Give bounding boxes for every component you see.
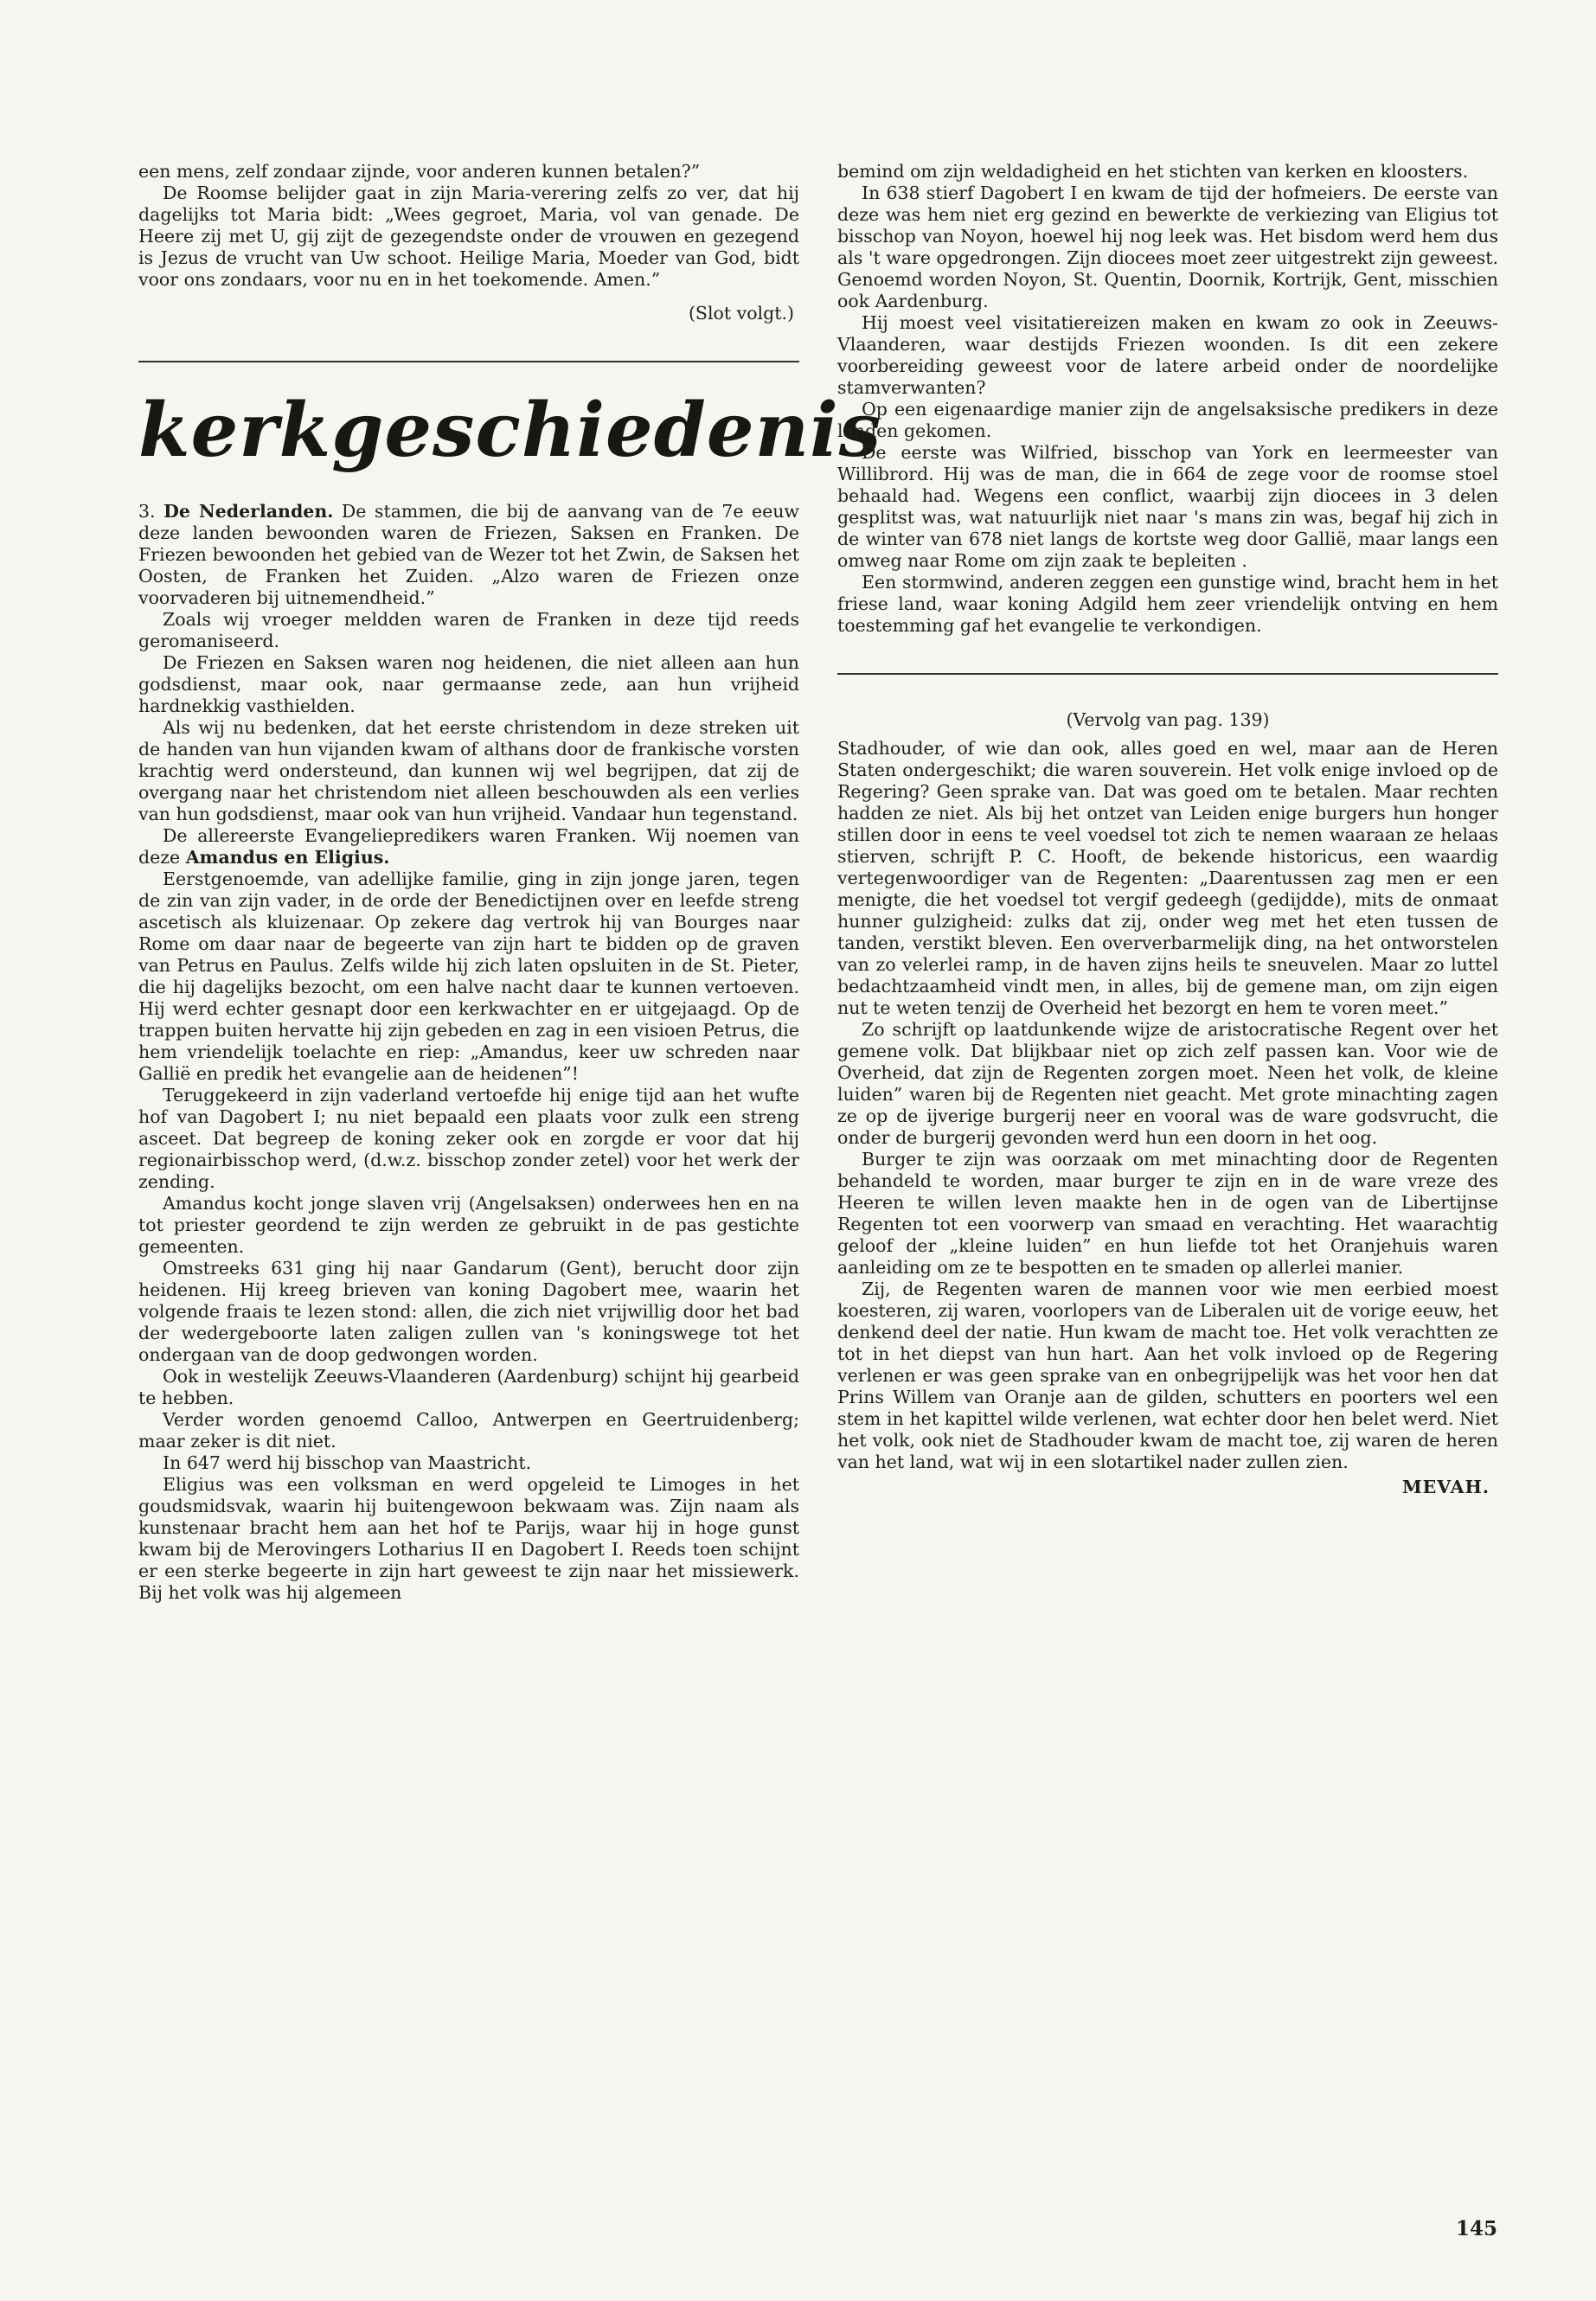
body-paragraph: Eerstgenoemde, van adellijke familie, ging in zijn jonge jaren, tegen de zin van zijn vader, in de orde der Benedictijnen over en leefde streng ascetisch als kluizenaar. Op zekere dag vertrok hij van Bourges naar Rome om daar naar de begeerte van zijn hart te bidden op de graven van Petrus en Paulus. Zelfs wilde hij zich laten opsluiten in de St. Pieter, die hij dagelijks bezocht, om een halve nacht daar te kunnen vertoeven. Hij werd echter gesnapt door een kerkwachter en er uitgejaagd. Op de trappen buiten hervatte hij zijn gebeden en zag in een visioen Petrus, die hem vriendelijk toelachte en riep: „Amandus, keer uw schreden naar Gallië en predik het evangelie aan de heidenen”! [138, 868, 799, 1085]
body-paragraph: In 647 werd hij bisschop van Maastricht. [163, 1452, 532, 1474]
names-amandus-eligius: Amandus en Eligius. [185, 847, 390, 868]
section-number: 3. [138, 501, 164, 522]
body-paragraph: De eerste was Wilfried, bisschop van York en leermeester van Willibrord. Hij was de man, die in 664 de zege voor de roomse stoel behaald had. Wegens een conflict, waarbij zijn diocees in 3 delen gesplitst was, wat natuurlijk niet naar 's mans zin was, begaf hij zich in de winter van 678 niet langs de kortste weg door Gallië, maar langs een omweg naar Rome om zijn zaak te bepleiten . [837, 442, 1498, 571]
paragraph-text: De allereerste Evangeliepredikers waren Franken. Wij noemen van deze [138, 825, 799, 868]
body-paragraph: Op een eigenaardige manier zijn de angelsaksische predikers in deze landen gekomen. [837, 399, 1498, 441]
author-signature: MEVAH. [1401, 1477, 1490, 1497]
left-column [138, 161, 882, 1604]
article-heading-kerkgeschiedenis: kerkgeschiedenis [138, 387, 882, 474]
body-paragraph: Eligius was een volksman en werd opgeleid te Limoges in het goudsmidsvak, waarin hij buitengewoon bekwaam was. Zijn naam als kunstenaar bracht hem aan het hof te Parijs, waar hij in hoge gunst kwam bij de Merovingers Lotharius II en Dagobert I. Reeds toen schijnt er een sterke begeerte in zijn hart geweest te zijn naar het missiewerk. Bij het volk was hij algemeen [138, 1474, 799, 1604]
body-paragraph: Burger te zijn was oorzaak om met minachting door de Regenten behandeld te worden, maar burger te zijn en in de ware vreze des Heeren te willen leven maakte hen in de ogen van de Libertijnse Regenten tot een voorwerp van smaad en verachting. Het waarachtig geloof der „kleine luiden” en hun liefde tot het Oranjehuis waren aanleiding om ze te bespotten en te smaden op allerlei manier. [837, 1149, 1498, 1278]
body-paragraph: een mens, zelf zondaar zijnde, voor anderen kunnen betalen?” [138, 161, 701, 182]
body-paragraph: Verder worden genoemd Calloo, Antwerpen en Geertruidenberg; maar zeker is dit niet. [138, 1409, 799, 1452]
body-paragraph: Zij, de Regenten waren de mannen voor wie men eerbied moest koesteren, zij waren, voorlopers van de Liberalen uit de vorige eeuw, het denkend deel der natie. Hun kwam de macht toe. Het volk verachtten ze tot in het diepst van hun hart. Aan het volk invloed op de Regering verlenen er was geen sprake van en onbegrijpelijk was het voor hen dat Prins Willem van Oranje aan de gilden, schutters en poorters wel een stem in het kapittel wilde verlenen, wat echter door hen belet werd. Niet het volk, ook niet de Stadhouder kwam de macht toe, zij waren de heren van het land, wat wij in een slotartikel nader zullen zien. [837, 1279, 1498, 1472]
body-paragraph: Amandus kocht jonge slaven vrij (Angelsaksen) onderwees hen en na tot priester geordend te zijn werden ze gebruikt in de pas gestichte gemeenten. [138, 1193, 799, 1258]
body-paragraph: Omstreeks 631 ging hij naar Gandarum (Gent), berucht door zijn heidenen. Hij kreeg brieven van koning Dagobert mee, waarin het volgende fraais te lezen stond: allen, die zich niet vrijwillig door het bad der wedergeboorte laten zaligen zullen van 's koningswege tot het ondergaan van de doop gedwongen worden. [138, 1258, 799, 1366]
body-paragraph: Teruggekeerd in zijn vaderland vertoefde hij enige tijd aan het wufte hof van Dagobert I; nu niet bepaald een plaats voor zulk een streng asceet. Dat begreep de koning zeker ook en zorgde er voor dat hij regionairbisschop werd, (d.w.z. bisschop zonder zetel) voor het werk der zending. [138, 1085, 799, 1193]
body-paragraph: De Friezen en Saksen waren nog heidenen, die niet alleen aan hun godsdienst, maar ook, naar germaanse zede, aan hun vrijheid hardnekkig vasthielden. [138, 652, 799, 717]
body-paragraph [138, 825, 799, 868]
slot-volgt-note: (Slot volgt.) [688, 303, 794, 324]
body-paragraph: De Roomse belijder gaat in zijn Maria-verering zelfs zo ver, dat hij dagelijks tot Maria bidt: „Wees gegroet, Maria, vol van genade. De Heere zij met U, gij zijt de gezegendste onder de vrouwen en gezegend is Jezus de vrucht van Uw schoot. Heilige Maria, Moeder van God, bidt voor ons zondaars, voor nu en in het toekomende. Amen.” [138, 183, 799, 290]
body-paragraph: Ook in westelijk Zeeuws-Vlaanderen (Aardenburg) schijnt hij gearbeid te hebben. [138, 1366, 799, 1409]
body-paragraph: Stadhouder, of wie dan ook, alles goed en wel, maar aan de Heren Staten ondergeschikt; die waren souverein. Het volk enige invloed op de Regering? Geen sprake van. Dat was goed om te betalen. Maar rechten hadden ze niet. Als bij het ontzet van Leiden enige burgers hun honger stillen door in eens te veel voedsel tot zich te nemen waaraan ze helaas stierven, schrijft P. C. Hooft, de bekende historicus, een waardig vertegenwoordiger van de Regenten: „Daarentussen zag men er een menigte, die het voedsel tot vergif gedeegh (gedijdde), mits de onmaat hunner gulzigheid: zulks dat zij, onder weg met het eten tussen de tanden, verstikt bleven. Een oververbarmelijk ding, na het ontworstelen van zo velerlei ramp, in de haven zijns heils te sneuvelen. Maar zo luttel bedachtzaamheid vindt men, in alles, bij de gemene man, om zijn eigen nut te weten tenzij de Overheid het bezorgt en hem te voren meet.” [837, 738, 1498, 1018]
right-column [837, 161, 1498, 1498]
continuation-header: (Vervolg van pag. 139) [1066, 709, 1270, 730]
page-number: 145 [1455, 2217, 1497, 2240]
section-paragraph [138, 501, 799, 609]
divider-rule-right [837, 673, 1498, 675]
section-text: De stammen, die bij de aanvang van de 7e eeuw deze landen bewoonden waren de Friezen, Saksen en Franken. De Friezen bewoonden het gebied van de Wezer tot het Zwin, de Saksen het Oosten, de Franken het Zuiden. „Alzo waren de Friezen onze voorvaderen bij uitnemendheid.” [138, 501, 799, 609]
body-paragraph: In 638 stierf Dagobert I en kwam de tijd der hofmeiers. De eerste van deze was hem niet erg gezind en bewerkte de verkiezing van Eligius tot bisschop van Noyon, hoewel hij nog leek was. Het bisdom werd hem dus als 't ware opgedrongen. Zijn diocees moet zeer uitgestrekt zijn geweest. Genoemd worden Noyon, St. Quentin, Doornik, Kortrijk, Gent, misschien ook Aardenburg. [837, 183, 1498, 311]
body-paragraph: Een stormwind, anderen zeggen een gunstige wind, bracht hem in het friese land, waar koning Adgild hem zeer vriendelijk ontving en hem toestemming gaf het evangelie te verkondigen. [837, 572, 1498, 636]
body-paragraph: Zoals wij vroeger meldden waren de Franken in deze tijd reeds geromaniseerd. [138, 609, 799, 652]
section-title: De Nederlanden. [163, 501, 334, 522]
divider-rule-left [138, 361, 799, 362]
body-paragraph: bemind om zijn weldadigheid en het stichten van kerken en kloosters. [837, 161, 1469, 182]
body-paragraph: Als wij nu bedenken, dat het eerste christendom in deze streken uit de handen van hun vijanden kwam of althans door de frankische vorsten krachtig werd ondersteund, dan kunnen wij wel begrijpen, dat zij de overgang naar het christendom niet alleen beschouwden als een verlies van hun godsdienst, maar ook van hun vrijheid. Vandaar hun tegenstand. [138, 717, 799, 825]
body-paragraph: Zo schrijft op laatdunkende wijze de aristocratische Regent over het gemene volk. Dat blijkbaar niet op zich zelf passen kan. Voor wie de Overheid, dat zijn de Regenten zorgen moet. Neen het volk, de kleine luiden” waren bij de Regenten niet geacht. Met grote minachting zagen ze op de ijverige burgerij neer en vooral was de ware godsvrucht, die onder de burgerij gevonden werd hun een doorn in het oog. [837, 1019, 1498, 1148]
body-paragraph: Hij moest veel visitatiereizen maken en kwam zo ook in Zeeuws-Vlaanderen, waar destijds Friezen woonden. Is dit een zekere voorbereiding geweest voor de latere arbeid onder de noordelijke stamverwanten? [837, 312, 1498, 398]
